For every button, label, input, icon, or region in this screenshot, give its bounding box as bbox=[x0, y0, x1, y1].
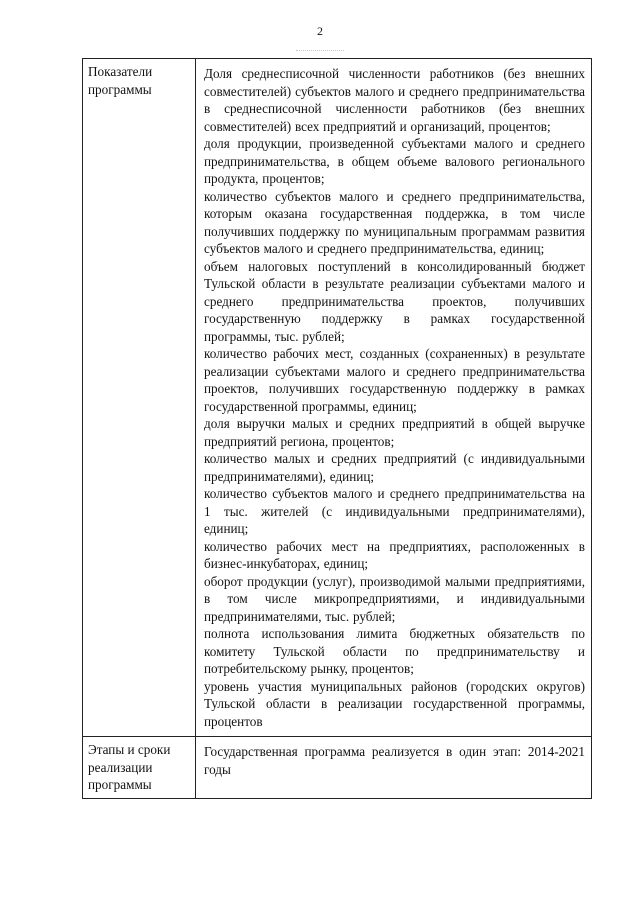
row-label: Показатели программы bbox=[88, 64, 153, 97]
row-label-cell bbox=[83, 737, 196, 799]
indicator-item: количество рабочих мест, созданных (сохраненных) в результате реализации субъектами малого и среднего предпринимательства проектов, получивших государственную поддержку в рамках государственной программы, единиц; bbox=[204, 346, 585, 414]
indicator-item: количество малых и средних предприятий (с индивидуальными предпринимателями), единиц; bbox=[204, 451, 585, 484]
indicator-item: доля выручки малых и средних предприятий в общей выручке предприятий региона, процентов; bbox=[204, 416, 585, 449]
table-row-indicators bbox=[83, 59, 592, 737]
scan-artifact bbox=[296, 50, 344, 55]
indicator-item: количество рабочих мест на предприятиях, расположенных в бизнес-инкубаторах, единиц; bbox=[204, 538, 585, 571]
table-row-stages bbox=[83, 737, 592, 799]
stages-text-cell bbox=[196, 737, 592, 799]
indicator-item: объем налоговых поступлений в консолидированный бюджет Тульской области в результате реализации субъектами малого и среднего предпринимательства проектов, получивших государственную поддержку в рамках государственной программы, тыс. рублей; bbox=[204, 258, 585, 344]
indicator-item: количество субъектов малого и среднего предпринимательства на 1 тыс. жителей (с индивидуальными предпринимателями), единиц; bbox=[204, 486, 585, 536]
indicators-list bbox=[196, 59, 592, 737]
indicator-item: оборот продукции (услуг), производимой малыми предприятиями, в том числе микропредприятиями, и индивидуальными предпринимателями, тыс. рублей; bbox=[204, 573, 585, 624]
row-label-cell bbox=[83, 59, 196, 737]
program-passport-table bbox=[82, 58, 592, 799]
indicator-item: количество субъектов малого и среднего предпринимательства, которым оказана государственная поддержка, в том числе получивших поддержку по муниципальным программам развития субъектов малого и среднего предпринимательства, единиц; bbox=[204, 188, 585, 256]
stages-text: Государственная программа реализуется в один этап: 2014-2021 годы bbox=[204, 744, 585, 777]
page-number: 2 bbox=[317, 24, 323, 38]
indicator-item: полнота использования лимита бюджетных обязательств по комитету Тульской области по предпринимательству и потребительскому рынку, процентов; bbox=[204, 626, 585, 676]
indicator-item: уровень участия муниципальных районов (городских округов) Тульской области в реализации государственной программы, процентов bbox=[204, 678, 585, 729]
indicator-item: Доля среднесписочной численности работников (без внешних совместителей) субъектов малого и среднего предпринимательства в среднесписочной численности работников (без внешних совместителей) всех предприятий и организаций, процентов; bbox=[204, 66, 585, 134]
row-label: Этапы и сроки реализации программы bbox=[88, 742, 171, 792]
indicator-item: доля продукции, произведенной субъектами малого и среднего предпринимательства, в общем объеме валового регионального продукта, процентов; bbox=[204, 136, 585, 186]
